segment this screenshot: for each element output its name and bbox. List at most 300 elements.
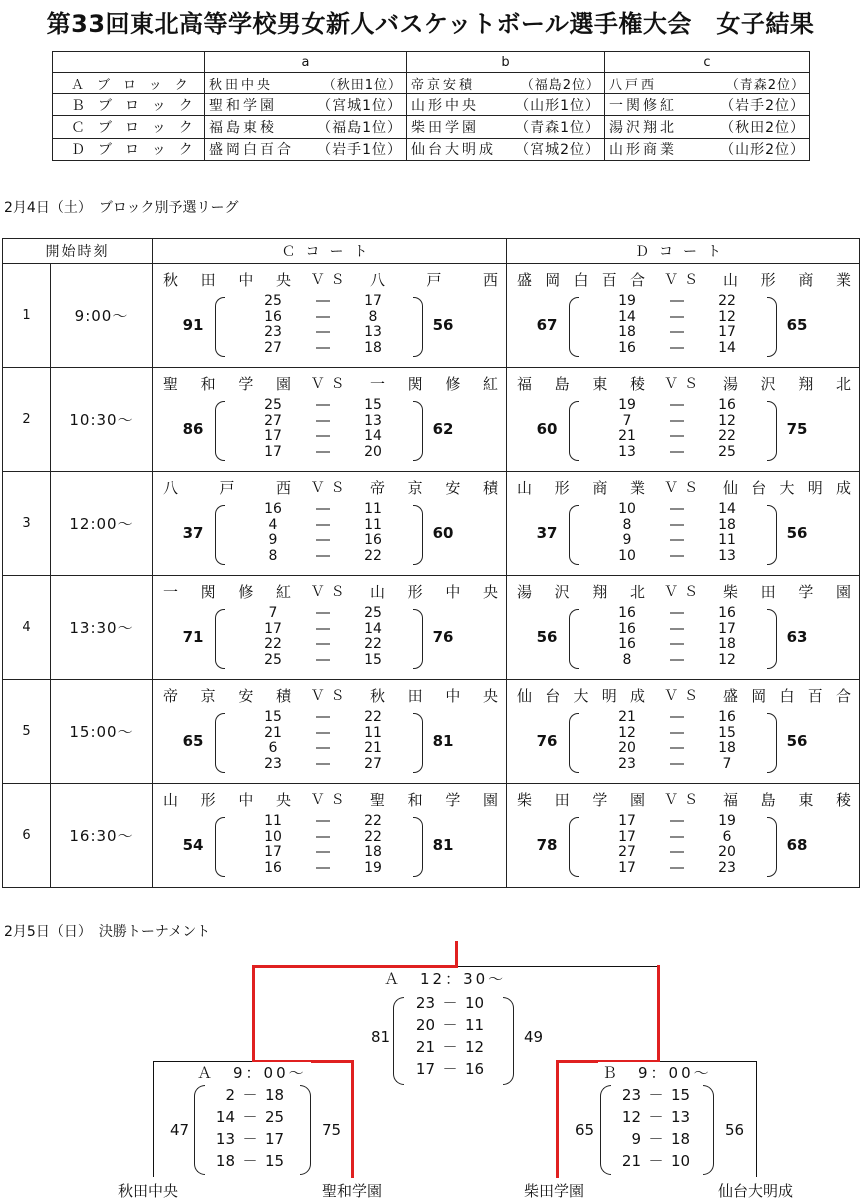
quarter-score xyxy=(597,549,757,565)
games-table xyxy=(2,238,860,888)
quarter-score-2: 18 xyxy=(364,339,382,356)
quarter-score-2: 10 xyxy=(465,994,485,1012)
quarter-score-2: 15 xyxy=(364,651,382,668)
quarter-dash: ― xyxy=(316,428,330,444)
quarter-dash: ― xyxy=(670,813,684,829)
quarter-dash: － xyxy=(442,1016,458,1034)
quarter-scores xyxy=(597,398,757,460)
quarter-score xyxy=(597,814,757,830)
quarter-score-2: 11 xyxy=(718,532,736,548)
game-result xyxy=(507,576,859,679)
quarter-score xyxy=(243,845,403,861)
block-entry-b xyxy=(407,94,605,116)
quarter-dash: ― xyxy=(670,428,684,444)
team-name: 山 形 中 央 xyxy=(163,790,291,809)
game-result xyxy=(153,576,506,679)
winner-path-semi2-vert xyxy=(556,1060,559,1178)
court-c-game xyxy=(153,576,507,680)
quarter-score-2: 12 xyxy=(465,1038,485,1056)
quarter-score xyxy=(597,606,757,622)
total-score-1: 60 xyxy=(536,420,558,438)
court-c-header: Ｃコート xyxy=(153,239,507,264)
quarter-score-2: 15 xyxy=(718,724,736,741)
quarter-score-2: 8 xyxy=(368,308,378,325)
total-score-1: 76 xyxy=(536,732,558,750)
quarter-score xyxy=(243,398,403,414)
game-result xyxy=(507,784,859,887)
quarter-dash: ― xyxy=(316,308,330,325)
quarter-score-1: 16 xyxy=(618,620,636,637)
total-score-2: 63 xyxy=(786,628,808,646)
game-row xyxy=(3,784,860,888)
quarter-score-1: 17 xyxy=(618,859,636,876)
quarter-dash: ― xyxy=(316,844,330,860)
quarter-score-1: 16 xyxy=(618,636,636,652)
vs-label: ＶＳ xyxy=(310,272,351,288)
quarter-scores xyxy=(597,502,757,564)
quarter-scores xyxy=(597,814,757,876)
quarter-score-2: 22 xyxy=(364,813,382,829)
bracket-right xyxy=(413,713,423,773)
quarter-dash: ― xyxy=(670,859,684,876)
quarter-score-2: 14 xyxy=(364,620,382,637)
quarter-scores xyxy=(243,294,403,356)
quarter-score-1: 16 xyxy=(264,308,282,325)
team-name: 湯沢翔北 xyxy=(609,120,677,137)
quarter-score xyxy=(597,325,757,341)
quarter-dash: ― xyxy=(316,724,330,741)
team-name: 盛 岡 白 百 合 xyxy=(723,686,851,705)
team-name: 秋 田 中 央 xyxy=(370,686,498,705)
quarter-score-2: 17 xyxy=(718,620,736,637)
quarter-dash: － xyxy=(442,1038,458,1056)
bracket-right xyxy=(413,505,423,565)
game-number: 3 xyxy=(3,472,51,576)
quarter-dash: ― xyxy=(316,532,330,548)
quarter-dash: ― xyxy=(316,293,330,309)
quarter-score-2: 7 xyxy=(722,755,732,772)
quarter-dash: － xyxy=(442,994,458,1012)
team-name: 盛岡白百合 xyxy=(209,142,294,159)
quarter-score xyxy=(597,310,757,326)
quarter-score-1: 22 xyxy=(264,636,282,652)
quarter-score-2: 11 xyxy=(465,1016,485,1034)
team-name: 湯 沢 翔 北 xyxy=(517,582,645,601)
quarter-dash: ― xyxy=(316,412,330,429)
quarter-dash: ― xyxy=(670,828,684,845)
quarter-score-2: 14 xyxy=(718,501,736,517)
quarter-score xyxy=(597,294,757,310)
quarter-scores xyxy=(597,294,757,356)
quarter-score-2: 18 xyxy=(718,636,736,652)
quarter-score xyxy=(597,445,757,461)
bracket-right xyxy=(413,401,423,461)
game-result xyxy=(153,472,506,575)
quarter-score-1: 23 xyxy=(264,324,282,340)
quarter-score-2: 17 xyxy=(364,293,382,309)
bracket-left xyxy=(569,401,579,461)
vs-label: ＶＳ xyxy=(310,584,351,600)
quarter-score-2: 16 xyxy=(718,605,736,621)
quarter-score xyxy=(243,549,403,565)
day2-label: 2月5日（日） 決勝トーナメント xyxy=(4,924,211,940)
quarter-score-1: 16 xyxy=(264,859,282,876)
quarter-score xyxy=(243,341,403,357)
quarter-score xyxy=(405,992,505,1014)
quarter-score-1: 14 xyxy=(215,1108,235,1126)
quarter-score xyxy=(243,533,403,549)
quarter-dash: ― xyxy=(670,324,684,340)
quarter-score xyxy=(597,861,757,877)
team-name: 一 関 修 紅 xyxy=(370,374,498,393)
team-name: 聖 和 学 園 xyxy=(163,374,291,393)
quarter-score-2: 27 xyxy=(364,755,382,772)
quarter-score-1: 13 xyxy=(215,1130,235,1148)
quarter-score-2: 21 xyxy=(364,740,382,756)
vs-label: ＶＳ xyxy=(310,792,351,808)
quarter-dash: ― xyxy=(316,605,330,621)
semi1-quarters xyxy=(205,1084,305,1172)
quarter-dash: ― xyxy=(316,813,330,829)
quarter-dash: ― xyxy=(316,339,330,356)
team-name: 盛 岡 白 百 合 xyxy=(517,270,645,289)
bracket-right xyxy=(413,817,423,877)
vs-label: ＶＳ xyxy=(664,480,704,496)
total-score-2: 60 xyxy=(432,524,454,542)
team-name: 山 形 中 央 xyxy=(370,582,498,601)
quarter-score-1: 23 xyxy=(621,1086,641,1104)
start-time: 12:00～ xyxy=(51,472,153,576)
bracket-right xyxy=(767,505,777,565)
bracket-right xyxy=(767,713,777,773)
quarter-score-1: 23 xyxy=(415,994,435,1012)
winner-path-semi1-vert xyxy=(351,1060,354,1178)
vs-label: ＶＳ xyxy=(310,480,351,496)
quarter-dash: ― xyxy=(316,709,330,725)
quarter-score-1: 12 xyxy=(621,1108,641,1126)
quarter-dash: ― xyxy=(670,605,684,621)
quarter-score-2: 13 xyxy=(671,1108,691,1126)
total-score-2: 56 xyxy=(786,524,808,542)
quarter-score-1: 23 xyxy=(618,755,636,772)
block-table xyxy=(52,51,810,161)
quarter-score xyxy=(405,1036,505,1058)
team-name: 柴 田 学 園 xyxy=(723,582,851,601)
quarter-dash: ― xyxy=(670,709,684,725)
team-rank: （岩手2位） xyxy=(720,97,805,114)
block-row xyxy=(53,94,810,116)
quarter-score-1: 7 xyxy=(268,605,278,621)
bracket-left xyxy=(215,609,225,669)
quarter-dash: ― xyxy=(316,620,330,637)
quarter-score-2: 12 xyxy=(718,412,736,429)
quarter-score xyxy=(243,622,403,638)
court-d-game xyxy=(507,264,860,368)
team-rank: （福島2位） xyxy=(520,77,600,93)
team-name: 仙 台 大 明 成 xyxy=(723,478,851,497)
quarter-score xyxy=(597,622,757,638)
quarter-score-1: 19 xyxy=(618,293,636,309)
quarter-score-1: 25 xyxy=(264,293,282,309)
block-header-c: c xyxy=(605,52,810,73)
game-row xyxy=(3,368,860,472)
bracket-right xyxy=(767,817,777,877)
total-score-2: 76 xyxy=(432,628,454,646)
quarter-score xyxy=(597,414,757,430)
bracket-right xyxy=(413,297,423,357)
total-score-2: 62 xyxy=(432,420,454,438)
page-title: 第33回東北高等学校男女新人バスケットボール選手権大会 女子結果 xyxy=(46,10,815,38)
quarter-score-2: 23 xyxy=(718,859,736,876)
quarter-score-2: 6 xyxy=(722,828,732,845)
quarter-score xyxy=(243,726,403,742)
total-score-2: 56 xyxy=(432,316,454,334)
quarter-score-1: 2 xyxy=(225,1086,235,1104)
game-result xyxy=(507,368,859,471)
quarter-score xyxy=(243,710,403,726)
matchup xyxy=(517,788,851,810)
quarter-score xyxy=(597,830,757,846)
team-name: 聖 和 学 園 xyxy=(370,790,498,809)
bracket-line-semi2-right xyxy=(756,1061,757,1177)
quarter-score-1: 17 xyxy=(264,428,282,444)
court-d-game xyxy=(507,576,860,680)
quarter-score-2: 18 xyxy=(364,844,382,860)
block-row xyxy=(53,116,810,138)
quarter-score-2: 11 xyxy=(364,516,382,533)
bracket-left xyxy=(569,817,579,877)
total-score-2: 68 xyxy=(786,836,808,854)
quarter-score-2: 18 xyxy=(718,516,736,533)
team-name: 秋 田 中 央 xyxy=(163,270,291,289)
quarter-score-2: 16 xyxy=(718,709,736,725)
quarter-score-2: 22 xyxy=(364,547,382,564)
quarter-scores xyxy=(597,710,757,772)
bracket-line-semi1-left xyxy=(153,1061,154,1177)
quarter-score xyxy=(243,637,403,653)
quarter-score xyxy=(597,845,757,861)
quarter-score xyxy=(205,1128,305,1150)
quarter-score-1: 9 xyxy=(622,532,632,548)
bracket-left xyxy=(569,297,579,357)
block-entry-b xyxy=(407,73,605,94)
semi1-team-1: 秋田中央 xyxy=(118,1182,179,1200)
quarter-dash: ― xyxy=(670,516,684,533)
quarter-score xyxy=(205,1106,305,1128)
team-rank: （福島1位） xyxy=(317,120,402,137)
team-name: 福島東稜 xyxy=(209,120,277,137)
team-name: 一 関 修 紅 xyxy=(163,582,291,601)
quarter-score-1: 20 xyxy=(415,1016,435,1034)
block-entry-c xyxy=(605,116,810,138)
quarter-score-1: 16 xyxy=(618,605,636,621)
quarter-score xyxy=(597,710,757,726)
quarter-score xyxy=(243,445,403,461)
quarter-score-1: 10 xyxy=(618,501,636,517)
block-row xyxy=(53,138,810,160)
quarter-scores xyxy=(243,606,403,668)
bracket-left xyxy=(569,713,579,773)
final-bracket xyxy=(0,935,861,1200)
quarter-score xyxy=(611,1084,711,1106)
total-score-2: 81 xyxy=(432,732,454,750)
matchup xyxy=(517,580,851,602)
team-name: 聖和学園 xyxy=(209,97,277,114)
matchup xyxy=(517,684,851,706)
final-score-1: 81 xyxy=(371,1028,391,1046)
semi2-label: Ｂ 9：00～ xyxy=(598,1062,716,1083)
quarter-score-1: 16 xyxy=(264,501,282,517)
quarter-score-1: 17 xyxy=(264,620,282,637)
game-result xyxy=(153,784,506,887)
total-score-1: 37 xyxy=(182,524,204,542)
quarter-score-2: 18 xyxy=(265,1086,285,1104)
block-header-empty xyxy=(53,52,205,73)
quarter-score-2: 10 xyxy=(671,1152,691,1170)
total-score-2: 75 xyxy=(786,420,808,438)
game-result xyxy=(153,264,506,367)
quarter-score-1: 16 xyxy=(618,339,636,356)
game-number: 2 xyxy=(3,368,51,472)
game-row xyxy=(3,472,860,576)
quarter-dash: ― xyxy=(670,501,684,517)
block-entry-a xyxy=(205,116,407,138)
quarter-dash: ― xyxy=(670,532,684,548)
matchup xyxy=(163,268,498,290)
quarter-score-1: 8 xyxy=(622,651,632,668)
team-name: 帝 京 安 積 xyxy=(370,478,498,497)
quarter-dash: ― xyxy=(670,620,684,637)
semi1-team-2: 聖和学園 xyxy=(322,1182,383,1200)
game-result xyxy=(153,368,506,471)
team-name: 仙台大明成 xyxy=(411,142,496,159)
quarter-score xyxy=(611,1128,711,1150)
quarter-dash: － xyxy=(242,1152,258,1170)
vs-label: ＶＳ xyxy=(664,584,704,600)
quarter-dash: － xyxy=(242,1086,258,1104)
quarter-score xyxy=(597,502,757,518)
vs-label: ＶＳ xyxy=(664,376,704,392)
quarter-score-1: 8 xyxy=(622,516,632,533)
matchup xyxy=(517,476,851,498)
quarter-score xyxy=(243,861,403,877)
total-score-1: 71 xyxy=(182,628,204,646)
matchup xyxy=(163,372,498,394)
team-name: 山形商業 xyxy=(609,142,677,159)
team-name: 福 島 東 稜 xyxy=(517,374,645,393)
team-rank: （秋田2位） xyxy=(720,120,805,137)
quarter-score-1: 17 xyxy=(618,813,636,829)
quarter-dash: ― xyxy=(670,651,684,668)
team-name: 山 形 商 業 xyxy=(723,270,851,289)
quarter-dash: ― xyxy=(316,651,330,668)
quarter-score-2: 15 xyxy=(265,1152,285,1170)
quarter-score xyxy=(597,741,757,757)
quarter-score-1: 9 xyxy=(268,532,278,548)
quarter-score-1: 25 xyxy=(264,397,282,413)
quarter-score-1: 21 xyxy=(621,1152,641,1170)
quarter-dash: ― xyxy=(316,859,330,876)
winner-path-semi2-up xyxy=(657,965,660,1063)
quarter-score-1: 21 xyxy=(264,724,282,741)
team-name: 湯 沢 翔 北 xyxy=(723,374,851,393)
matchup xyxy=(517,268,851,290)
quarter-score-1: 19 xyxy=(618,397,636,413)
quarter-score xyxy=(243,757,403,773)
start-time-header: 開始時刻 xyxy=(3,239,153,264)
total-score-1: 54 xyxy=(182,836,204,854)
team-rank: （山形1位） xyxy=(515,97,600,114)
quarter-dash: ― xyxy=(316,501,330,517)
quarter-score-1: 23 xyxy=(264,755,282,772)
vs-label: ＶＳ xyxy=(664,688,704,704)
quarter-score-2: 13 xyxy=(718,547,736,564)
game-result xyxy=(153,680,506,783)
quarter-dash: ― xyxy=(316,636,330,652)
semi1-bracket-left xyxy=(194,1085,205,1175)
quarter-score xyxy=(243,325,403,341)
quarter-score-2: 25 xyxy=(265,1108,285,1126)
quarter-score xyxy=(243,653,403,669)
quarter-score-1: 21 xyxy=(618,709,636,725)
quarter-score-1: 15 xyxy=(264,709,282,725)
bracket-left xyxy=(215,817,225,877)
semi1-label: Ａ 9：00～ xyxy=(193,1062,311,1083)
block-entry-a xyxy=(205,94,407,116)
quarter-dash: － xyxy=(648,1108,664,1126)
quarter-score-1: 17 xyxy=(264,443,282,460)
game-result xyxy=(507,680,859,783)
game-row xyxy=(3,680,860,784)
block-table-header xyxy=(53,52,810,73)
block-name: Ａブロック xyxy=(53,73,205,94)
quarter-score-1: 25 xyxy=(264,651,282,668)
quarter-score-2: 16 xyxy=(364,532,382,548)
quarter-dash: ― xyxy=(316,755,330,772)
quarter-score-2: 17 xyxy=(718,324,736,340)
vs-label: ＶＳ xyxy=(664,792,704,808)
start-time: 15:00～ xyxy=(51,680,153,784)
team-name: 山 形 商 業 xyxy=(517,478,645,497)
quarter-dash: ― xyxy=(316,547,330,564)
quarter-score-2: 17 xyxy=(265,1130,285,1148)
quarter-dash: ― xyxy=(316,740,330,756)
quarter-score-1: 27 xyxy=(264,339,282,356)
quarter-scores xyxy=(243,398,403,460)
block-entry-b xyxy=(407,138,605,160)
vs-label: ＶＳ xyxy=(664,272,704,288)
quarter-score-1: 20 xyxy=(618,740,636,756)
bracket-left xyxy=(569,609,579,669)
team-name: 八戸西 xyxy=(609,77,658,93)
bracket-left xyxy=(215,297,225,357)
quarter-score xyxy=(597,398,757,414)
team-rank: （宮城2位） xyxy=(515,142,600,159)
team-rank: （岩手1位） xyxy=(317,142,402,159)
quarter-score-2: 16 xyxy=(718,397,736,413)
quarter-dash: ― xyxy=(316,324,330,340)
court-d-game xyxy=(507,784,860,888)
quarter-score-1: 10 xyxy=(264,828,282,845)
quarter-score-1: 21 xyxy=(618,428,636,444)
team-name: 帝京安積 xyxy=(411,77,476,93)
bracket-right xyxy=(767,401,777,461)
quarter-score xyxy=(597,653,757,669)
semi2-team-2: 仙台大明成 xyxy=(718,1182,794,1200)
quarter-dash: ― xyxy=(670,740,684,756)
quarter-dash: － xyxy=(242,1130,258,1148)
quarter-score-2: 22 xyxy=(364,828,382,845)
